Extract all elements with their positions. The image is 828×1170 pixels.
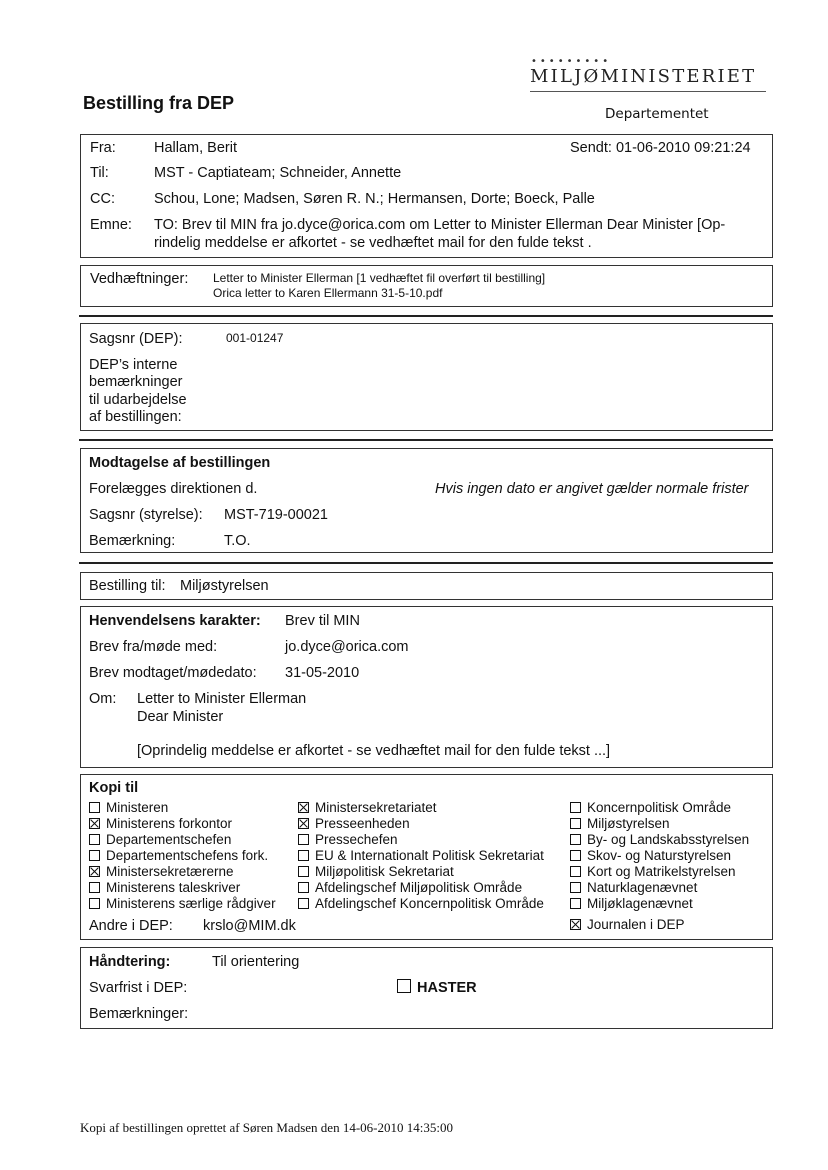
styrelse-sagsnr-label: Sagsnr (styrelse): — [89, 507, 203, 523]
karakter-label: Henvendelsens karakter: — [89, 613, 261, 629]
bemaerkning-value: T.O. — [224, 533, 251, 549]
styrelse-sagsnr-value: MST-719-00021 — [224, 507, 328, 523]
kopi-checkbox-item[interactable] — [570, 800, 731, 816]
sagsnr-label: Sagsnr (DEP): — [89, 331, 183, 347]
checkbox-icon — [298, 834, 309, 845]
checkbox-icon — [298, 818, 309, 829]
kopi-checkbox-label: Pressechefen — [315, 832, 398, 847]
checkbox-icon — [89, 834, 100, 845]
checkbox-icon — [570, 850, 581, 861]
checkbox-icon — [89, 898, 100, 909]
checkbox-icon — [89, 882, 100, 893]
modtagelse-heading: Modtagelse af bestillingen — [89, 455, 271, 471]
til-label: Til: — [90, 165, 109, 181]
divider — [79, 439, 773, 441]
emne-line-1: TO: Brev til MIN fra jo.dyce@orica.com om Letter to Minister Ellerman Dear Minister [Op- — [154, 217, 726, 233]
page-title: Bestilling fra DEP — [83, 93, 235, 113]
checkbox-icon — [397, 979, 411, 993]
remarks-line-3: til udarbejdelse — [89, 392, 187, 408]
haster-label: HASTER — [417, 980, 477, 996]
logo-dots: ••••••••• — [531, 56, 612, 67]
om-line-2: Dear Minister — [137, 709, 224, 725]
checkbox-icon — [298, 850, 309, 861]
forelaegges-label: Forelægges direktionen d. — [89, 481, 258, 497]
kopi-checkbox-label: Miljøklagenævnet — [587, 896, 693, 911]
kopi-checkbox-label: Naturklagenævnet — [587, 880, 698, 895]
sag-box — [80, 323, 773, 431]
kopi-checkbox-label: Ministeren — [106, 800, 169, 815]
kopi-checkbox-item[interactable] — [89, 880, 240, 896]
remarks-line-4: af bestillingen: — [89, 409, 182, 425]
sendt-timestamp: Sendt: 01-06-2010 09:21:24 — [570, 140, 751, 156]
kopi-checkbox-item[interactable] — [89, 848, 268, 864]
til-value: MST - Captiateam; Schneider, Annette — [154, 165, 402, 181]
checkbox-icon — [298, 866, 309, 877]
divider — [79, 562, 773, 564]
bemaerkning-label: Bemærkning: — [89, 533, 176, 549]
logo-underline — [530, 91, 766, 92]
modtaget-label: Brev modtaget/mødedato: — [89, 665, 257, 681]
checkbox-icon — [570, 834, 581, 845]
kopi-checkbox-label: Presseenheden — [315, 816, 410, 831]
om-line-1: Letter to Minister Ellerman — [137, 691, 307, 707]
remarks-line-1: DEP’s interne — [89, 357, 178, 373]
deadline-note: Hvis ingen dato er angivet gælder normale frister — [435, 481, 749, 497]
department-label: Departementet — [605, 106, 709, 122]
checkbox-haster[interactable] — [397, 979, 477, 997]
checkbox-icon — [570, 882, 581, 893]
checkbox-icon — [570, 866, 581, 877]
fra-label: Fra: — [90, 140, 116, 156]
divider — [79, 315, 773, 317]
kopi-checkbox-item[interactable] — [570, 816, 670, 832]
footer-note: Kopi af bestillingen oprettet af Søren Madsen den 14-06-2010 14:35:00 — [80, 1120, 453, 1135]
kopi-checkbox-item[interactable] — [89, 864, 234, 880]
kopi-checkbox-label: Departementschefen — [106, 832, 232, 847]
sagsnr-value: 001-01247 — [226, 331, 284, 345]
kopi-checkbox-item[interactable] — [570, 880, 697, 896]
checkbox-icon — [89, 802, 100, 813]
andre-value: krslo@MIM.dk — [203, 918, 296, 934]
kopi-checkbox-label: Ministerens forkontor — [106, 816, 233, 831]
bestilling-til-label: Bestilling til: — [89, 578, 166, 594]
kopi-checkbox-item[interactable] — [89, 800, 168, 816]
cc-label: CC: — [90, 191, 115, 207]
kopi-checkbox-label: EU & Internationalt Politisk Sekretariat — [315, 848, 544, 863]
kopi-checkbox-item[interactable] — [89, 896, 276, 912]
svarfrist-label: Svarfrist i DEP: — [89, 980, 188, 996]
checkbox-icon — [298, 802, 309, 813]
journalen-label: Journalen i DEP — [587, 917, 685, 932]
kopi-checkbox-label: By- og Landskabsstyrelsen — [587, 832, 750, 847]
kopi-checkbox-label: Miljøpolitisk Sekretariat — [315, 864, 454, 879]
modtaget-value: 31-05-2010 — [285, 665, 360, 681]
karakter-value: Brev til MIN — [285, 613, 360, 629]
om-label: Om: — [89, 691, 117, 707]
kopi-checkbox-label: Afdelingschef Koncernpolitisk Område — [315, 896, 544, 911]
kopi-checkbox-label: Koncernpolitisk Område — [587, 800, 732, 815]
brev-fra-value: jo.dyce@orica.com — [285, 639, 409, 655]
kopi-checkbox-item[interactable] — [570, 848, 731, 864]
kopi-heading: Kopi til — [89, 780, 139, 796]
kopi-checkbox-item[interactable] — [298, 896, 544, 912]
emne-line-2: rindelig meddelse er afkortet - se vedhæftet mail for den fulde tekst . — [154, 235, 592, 251]
kopi-checkbox-item[interactable] — [89, 832, 231, 848]
checkbox-journalen[interactable] — [570, 917, 685, 933]
kopi-checkbox-item[interactable] — [570, 896, 693, 912]
kopi-checkbox-label: Miljøstyrelsen — [587, 816, 670, 831]
kopi-checkbox-item[interactable] — [570, 832, 749, 848]
kopi-checkbox-item[interactable] — [298, 816, 410, 832]
fra-value: Hallam, Berit — [154, 140, 237, 156]
checkbox-icon — [89, 850, 100, 861]
kopi-checkbox-label: Ministerens særlige rådgiver — [106, 896, 276, 911]
kopi-checkbox-item[interactable] — [298, 800, 437, 816]
cc-value: Schou, Lone; Madsen, Søren R. N.; Hermansen, Dorte; Boeck, Palle — [154, 191, 595, 207]
attachments-label: Vedhæftninger: — [90, 271, 189, 287]
kopi-checkbox-label: Departementschefens fork. — [106, 848, 269, 863]
kopi-checkbox-label: Afdelingschef Miljøpolitisk Område — [315, 880, 523, 895]
bestilling-til-value: Miljøstyrelsen — [180, 578, 269, 594]
kopi-checkbox-item[interactable] — [89, 816, 232, 832]
haandtering-value: Til orientering — [212, 954, 300, 970]
kopi-checkbox-label: Skov- og Naturstyrelsen — [587, 848, 732, 863]
kopi-checkbox-label: Ministerens taleskriver — [106, 880, 241, 895]
kopi-checkbox-item[interactable] — [298, 880, 522, 896]
attachment-2: Orica letter to Karen Ellermann 31-5-10.pdf — [213, 286, 443, 300]
bemaerkninger-label: Bemærkninger: — [89, 1006, 189, 1022]
kopi-checkbox-label: Ministersekretærerne — [106, 864, 234, 879]
ministry-logo: MILJØMINISTERIET — [530, 66, 757, 87]
kopi-checkbox-label: Ministersekretariatet — [315, 800, 437, 815]
brev-fra-label: Brev fra/møde med: — [89, 639, 218, 655]
checkbox-icon — [298, 882, 309, 893]
checkbox-icon — [570, 898, 581, 909]
andre-label: Andre i DEP: — [89, 918, 173, 934]
kopi-checkbox-label: Kort og Matrikelstyrelsen — [587, 864, 736, 879]
kopi-checkbox-item[interactable] — [298, 848, 544, 864]
kopi-checkbox-item[interactable] — [570, 864, 736, 880]
checkbox-icon — [89, 818, 100, 829]
attachment-1: Letter to Minister Ellerman [1 vedhæftet fil overført til bestilling] — [213, 271, 546, 285]
kopi-checkbox-item[interactable] — [298, 864, 454, 880]
haandtering-label: Håndtering: — [89, 954, 171, 970]
checkbox-icon — [89, 866, 100, 877]
checkbox-icon — [570, 818, 581, 829]
checkbox-icon — [570, 919, 581, 930]
om-line-3: [Oprindelig meddelse er afkortet - se vedhæftet mail for den fulde tekst ...] — [137, 743, 611, 759]
kopi-checkbox-item[interactable] — [298, 832, 398, 848]
emne-label: Emne: — [90, 217, 132, 233]
checkbox-icon — [570, 802, 581, 813]
checkbox-icon — [298, 898, 309, 909]
remarks-line-2: bemærkninger — [89, 374, 183, 390]
